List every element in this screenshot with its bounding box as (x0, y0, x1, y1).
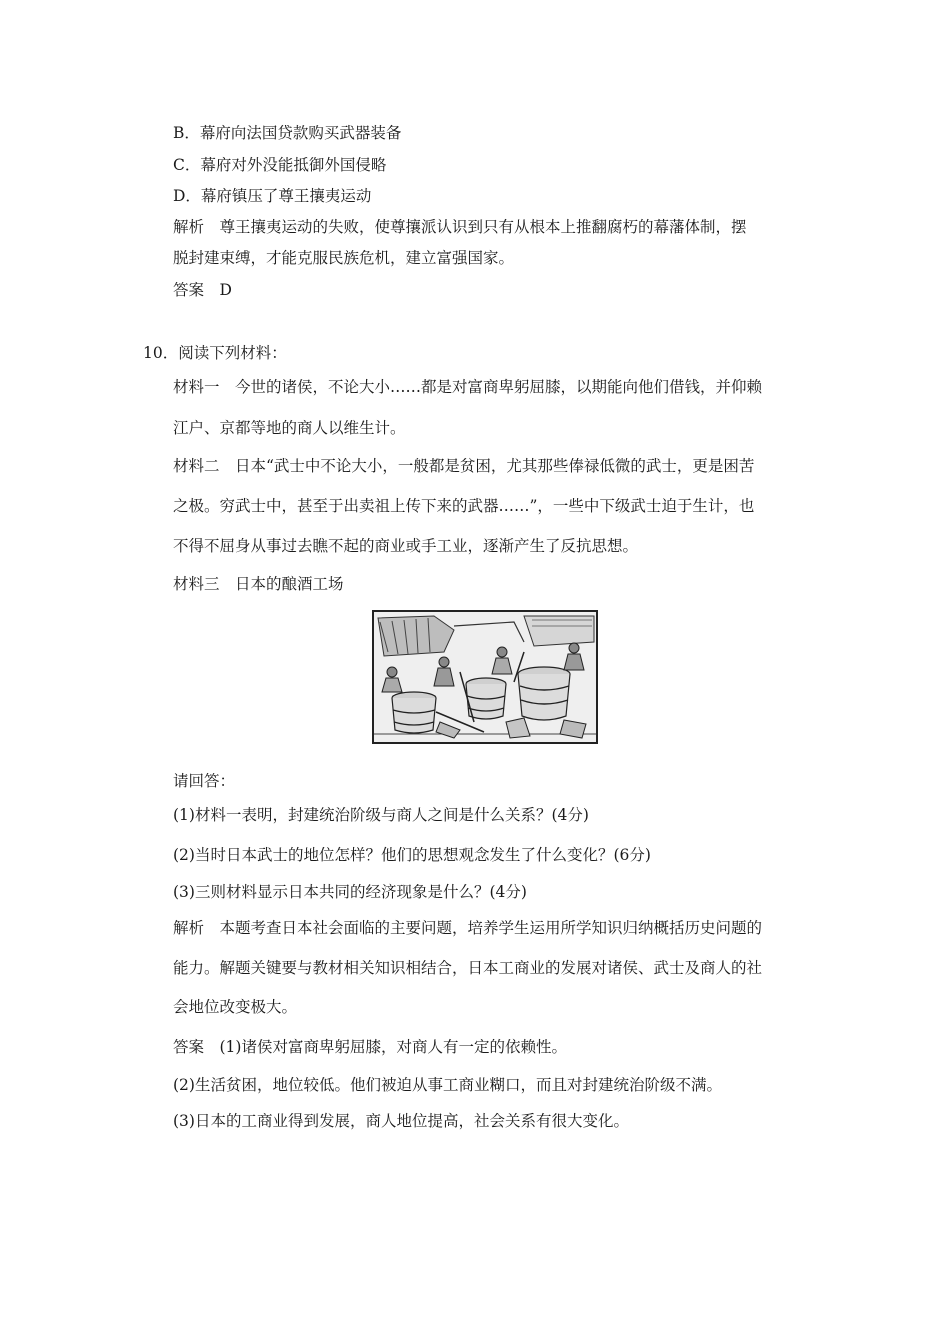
prev-analysis-line-2: 脱封建束缚，才能克服民族危机，建立富强国家。 (173, 249, 515, 267)
sub-question-2: (2)当时日本武士的地位怎样？他们的思想观念发生了什么变化？(6分) (173, 846, 651, 864)
q10-answer-1: 答案 (1)诸侯对富商卑躬屈膝，对商人有一定的依赖性。 (173, 1038, 567, 1056)
brewery-illustration (372, 610, 598, 744)
q10-answer-2: (2)生活贫困，地位较低。他们被迫从事工商业糊口，而且对封建统治阶级不满。 (173, 1076, 722, 1094)
material-1-line-2: 江户、京都等地的商人以维生计。 (173, 419, 406, 437)
material-2-line-1: 材料二 日本“武士中不论大小，一般都是贫困，尤其那些俸禄低微的武士，更是困苦 (173, 457, 755, 475)
q10-analysis-line-2: 能力。解题关键要与教材相关知识相结合，日本工商业的发展对诸侯、武士及商人的社 (173, 959, 763, 977)
option-d: D．幕府镇压了尊王攘夷运动 (173, 187, 372, 205)
answer-prompt: 请回答： (173, 772, 236, 790)
prev-analysis-line-1: 解析 尊王攘夷运动的失败，使尊攘派认识到只有从根本上推翻腐朽的幕藩体制，摆 (173, 218, 747, 236)
material-2-line-2: 之极。穷武士中，甚至于出卖祖上传下来的武器……”，一些中下级武士迫于生计，也 (173, 497, 755, 515)
material-1-line-1: 材料一 今世的诸侯，不论大小……都是对富商卑躬屈膝，以期能向他们借钱，并仰赖 (173, 378, 763, 396)
material-2-line-3: 不得不屈身从事过去瞧不起的商业或手工业，逐渐产生了反抗思想。 (173, 537, 639, 555)
sub-question-3: (3)三则材料显示日本共同的经济现象是什么？(4分) (173, 883, 527, 901)
material-3-caption: 材料三 日本的酿酒工场 (173, 575, 344, 593)
question-10-stem: 10．阅读下列材料： (143, 344, 287, 362)
q10-analysis-line-1: 解析 本题考查日本社会面临的主要问题，培养学生运用所学知识归纳概括历史问题的 (173, 919, 763, 937)
q10-analysis-line-3: 会地位改变极大。 (173, 998, 298, 1016)
option-b: B．幕府向法国贷款购买武器装备 (173, 124, 402, 142)
sub-question-1: (1)材料一表明，封建统治阶级与商人之间是什么关系？(4分) (173, 806, 589, 824)
prev-answer: 答案 D (173, 281, 232, 299)
option-c: C．幕府对外没能抵御外国侵略 (173, 156, 387, 174)
q10-answer-3: (3)日本的工商业得到发展，商人地位提高，社会关系有很大变化。 (173, 1112, 629, 1130)
